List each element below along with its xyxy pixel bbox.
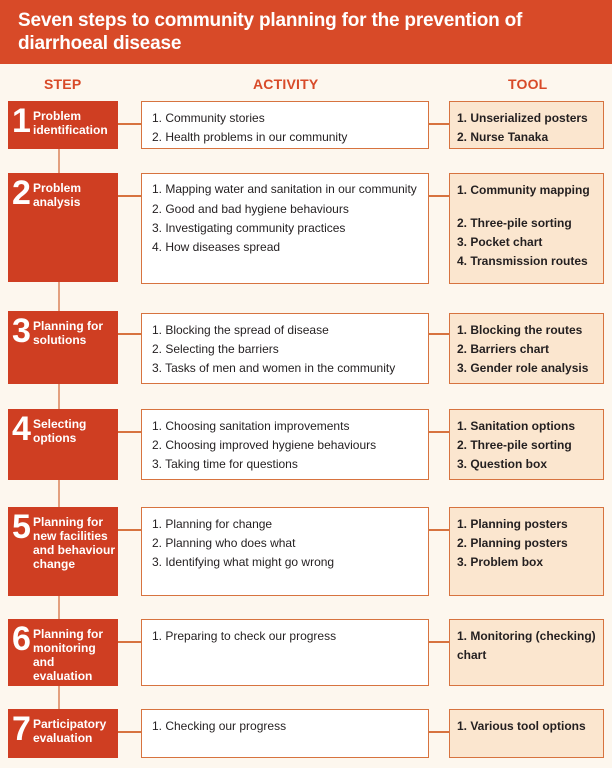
tool-box-1 — [449, 101, 604, 149]
tool-item: 1. Unserialized posters — [457, 111, 588, 125]
activity-tool-connector — [429, 123, 449, 125]
step-number: 3 — [12, 312, 31, 350]
step-label: Problem analysis — [33, 181, 82, 209]
step-label: Planning for monitoring and evaluation — [33, 627, 103, 683]
activity-item: 3. Tasks of men and women in the community — [152, 361, 396, 375]
step-activity-connector — [118, 529, 141, 531]
activity-box-3 — [141, 313, 429, 384]
step-box-6 — [8, 619, 118, 686]
tool-column-header: TOOL — [508, 76, 548, 92]
step-label: Selecting options — [33, 417, 87, 445]
step-number: 4 — [12, 410, 31, 448]
tool-box-7 — [449, 709, 604, 758]
step-number: 5 — [12, 508, 31, 546]
step-connector-line — [58, 596, 60, 619]
tool-box-2 — [449, 173, 604, 284]
activity-item: 3. Investigating community practices — [152, 221, 346, 235]
activity-box-1 — [141, 101, 429, 149]
tool-item: 3. Pocket chart — [457, 235, 543, 249]
tool-item: 2. Nurse Tanaka — [457, 130, 549, 144]
tool-item: 2. Three-pile sorting — [457, 216, 572, 230]
activity-item: 1. Checking our progress — [152, 719, 287, 733]
activity-item: 1. Planning for change — [152, 517, 273, 531]
step-connector-line — [58, 686, 60, 709]
step-connector-line — [58, 384, 60, 409]
tool-item: 4. Transmission routes — [457, 254, 588, 268]
step-number: 1 — [12, 102, 31, 140]
activity-box-6 — [141, 619, 429, 686]
activity-tool-connector — [429, 333, 449, 335]
activity-item: 1. Preparing to check our progress — [152, 629, 337, 643]
tool-item: 2. Three-pile sorting — [457, 438, 572, 452]
page-title: Seven steps to community planning for the prevention of diarrhoeal disease — [0, 0, 612, 64]
activity-item: 3. Taking time for questions — [152, 457, 298, 471]
tool-box-3 — [449, 313, 604, 384]
step-activity-connector — [118, 123, 141, 125]
activity-tool-connector — [429, 641, 449, 643]
activity-column-header: ACTIVITY — [253, 76, 319, 92]
step-box-3 — [8, 311, 118, 384]
step-box-2 — [8, 173, 118, 282]
step-activity-connector — [118, 431, 141, 433]
activity-item: 1. Blocking the spread of disease — [152, 323, 329, 337]
tool-item: 1. Planning posters — [457, 517, 568, 531]
step-label: Planning for new facilities and behaviour change — [33, 515, 116, 571]
step-number: 7 — [12, 710, 31, 748]
activity-box-5 — [141, 507, 429, 596]
activity-item: 3. Identifying what might go wrong — [152, 555, 335, 569]
step-box-1 — [8, 101, 118, 149]
activity-item: 1. Mapping water and sanitation in our community — [152, 182, 417, 196]
step-activity-connector — [118, 731, 141, 733]
tool-item: 1. Various tool options — [457, 719, 586, 733]
tool-box-4 — [449, 409, 604, 480]
step-connector-line — [58, 149, 60, 173]
step-label: Participatory evaluation — [33, 717, 107, 745]
activity-tool-connector — [429, 529, 449, 531]
step-label: Planning for solutions — [33, 319, 103, 347]
step-box-5 — [8, 507, 118, 596]
tool-item: 1. Blocking the routes — [457, 323, 583, 337]
activity-box-2 — [141, 173, 429, 284]
step-column-header: STEP — [44, 76, 82, 92]
step-activity-connector — [118, 333, 141, 335]
step-box-7 — [8, 709, 118, 758]
tool-item: 2. Planning posters — [457, 536, 568, 550]
tool-item: 3. Gender role analysis — [457, 361, 589, 375]
activity-item: 2. Planning who does what — [152, 536, 296, 550]
tool-item: 2. Barriers chart — [457, 342, 550, 356]
activity-box-7 — [141, 709, 429, 758]
tool-item: 3. Problem box — [457, 555, 544, 569]
step-connector-line — [58, 480, 60, 507]
activity-tool-connector — [429, 431, 449, 433]
activity-item: 1. Community stories — [152, 111, 265, 125]
activity-tool-connector — [429, 195, 449, 197]
tool-box-6 — [449, 619, 604, 686]
step-activity-connector — [118, 195, 141, 197]
activity-item: 2. Good and bad hygiene behaviours — [152, 202, 349, 216]
step-activity-connector — [118, 641, 141, 643]
tool-item: 1. Community mapping — [457, 183, 590, 197]
activity-item: 2. Selecting the barriers — [152, 342, 279, 356]
activity-item: 4. How diseases spread — [152, 240, 281, 254]
tool-item: 1. Monitoring (checking) chart — [457, 629, 596, 662]
tool-box-5 — [449, 507, 604, 596]
step-box-4 — [8, 409, 118, 480]
step-number: 2 — [12, 174, 31, 212]
activity-item: 2. Choosing improved hygiene behaviours — [152, 438, 377, 452]
tool-item: 1. Sanitation options — [457, 419, 576, 433]
step-connector-line — [58, 282, 60, 311]
step-label: Problem identification — [33, 109, 108, 137]
tool-item: 3. Question box — [457, 457, 548, 471]
activity-tool-connector — [429, 731, 449, 733]
activity-box-4 — [141, 409, 429, 480]
activity-item: 1. Choosing sanitation improvements — [152, 419, 350, 433]
step-number: 6 — [12, 620, 31, 658]
activity-item: 2. Health problems in our community — [152, 130, 348, 144]
